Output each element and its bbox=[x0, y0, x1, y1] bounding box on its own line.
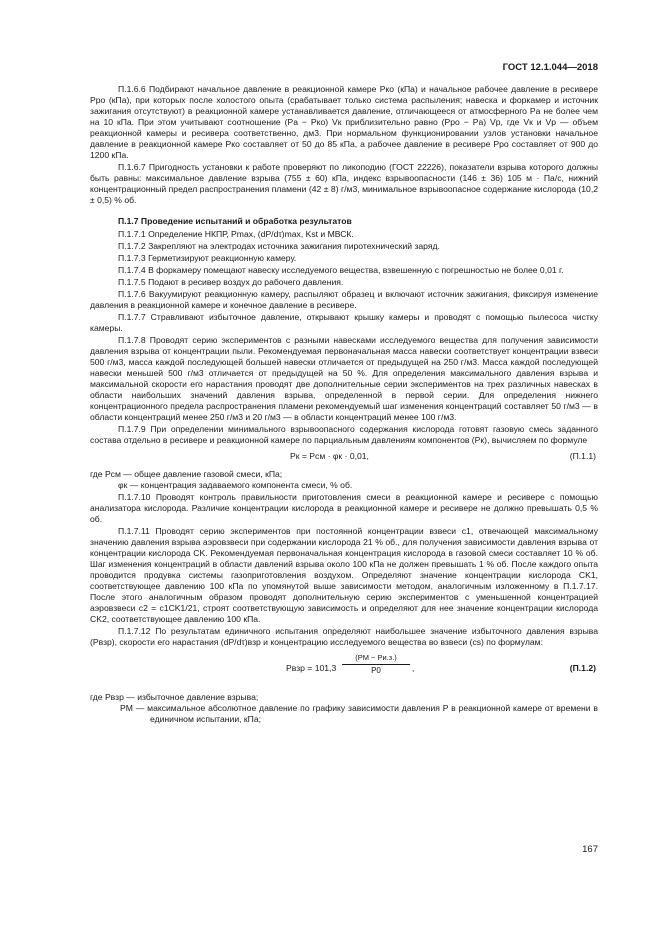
definition-row bbox=[90, 469, 598, 480]
formula-comma: , bbox=[412, 663, 415, 673]
definition-pcm: Pсм — общее давление газовой смеси, кПа; bbox=[104, 469, 283, 479]
where-label: где bbox=[90, 469, 103, 479]
paragraph-1-6-6: П.1.6.6 Подбирают начальное давление в реакционной камере Pко (кПа) и начальное рабочее давление в ресивере Pро (кПа), при которых после холостого опыта (срабатывает только система распыления; навеска и форкамер и источник зажигания отсутствуют) в реакционной камере устанавливается давление, отличающееся от атмосферного Pа не более чем на 10 кПа. При этом учитывают соотношение (Pа − Pко) Vк приблизительно равно (Pро − Pа) Vр, где Vк и Vр — объем реакционной камеры и ресивера соответственно, дм3. При нормальном функционировании узлов установки начальное давление в реакционной камере Pко составляет от 50 до 85 кПа, а рабочее давление в ресивере Pро составляет от 900 до 1200 кПа. bbox=[90, 84, 598, 160]
paragraph-1-7-10: П.1.7.10 Проводят контроль правильности приготовления смеси в реакционной камере и ресивере с помощью анализатора кислорода. Различие концентрации кислорода в реакционной камере и ресивере не должно превышать 0,5 % об. bbox=[90, 492, 598, 524]
definitions-block-2 bbox=[90, 692, 598, 725]
document-header: ГОСТ 12.1.044—2018 bbox=[502, 62, 598, 73]
formula-p-1-2 bbox=[90, 652, 598, 688]
definition-phik: φк — концентрация задаваемого компонента смеси, % об. bbox=[118, 480, 353, 490]
formula-number: (П.1.2) bbox=[569, 663, 596, 673]
formula-number: (П.1.1) bbox=[569, 451, 596, 461]
paragraph-1-7-4: П.1.7.4 В форкамеру помещают навеску исследуемого вещества, взвешенную с погрешностью не более 0,01 г. bbox=[118, 265, 564, 275]
section-heading: П.1.7 Проведение испытаний и обработка результатов bbox=[118, 216, 352, 226]
fraction-numerator: (PM − Pи.з.) bbox=[342, 652, 410, 665]
paragraph-1-7-3: П.1.7.3 Герметизируют реакционную камеру. bbox=[118, 253, 297, 263]
definition-pvzr: Pвзр — избыточное давление взрыва; bbox=[104, 692, 259, 702]
fraction-denominator: P0 bbox=[371, 666, 381, 675]
paragraph-1-7-6: П.1.7.6 Вакуумируют реакционную камеру, распыляют образец и включают источник зажигания, фиксируя изменение давления в реакционной камере и конечное давление в ресивере. bbox=[90, 289, 598, 310]
paragraph-1-7-7: П.1.7.7 Стравливают избыточное давление, открывают крышку камеры и проводят с помощью пылесоса чистку камеры. bbox=[90, 312, 598, 333]
where-label: где bbox=[90, 692, 103, 702]
paragraph-1-7-11: П.1.7.11 Проводят серию экспериментов при постоянной концентрации взвеси c1, отвечающей максимальному значению давления взрыва аэровзвеси при содержании кислорода 21 % об., для получения зависимости давления взрыва от концентрации кислорода CK. Рекомендуемая первоначальная концентрация кислорода в газовой смеси составляет 10 % об. Шаг изменения концентраций в области давлений взрыва около 100 кПа не должен превышать 1 % об. После каждого опыта проводится продувка системы газоприготовления воздухом. Определяют значение концентрации кислорода CK1, соответствующее давлению 100 кПа по упомянутой выше зависимости методом, аналогичным изложенному в П.1.7.17. После этого аналогичным образом проводят дополнительную серию экспериментов с уменьшенной концентрацией аэровзвеси c2 = c1CK1/21, строят соответствующую зависимость и определяют для нее значение концентрации кислорода CK2, соответствующее давлению 100 кПа. bbox=[90, 526, 598, 624]
paragraph-1-7-5: П.1.7.5 Подают в ресивер воздух до рабочего давления. bbox=[118, 277, 344, 287]
paragraph-1-7-12: П.1.7.12 По результатам единичного испытания определяют наибольшее значение избыточного давления взрыва (Pвзр), скорости его нарастания (dP/dτ)взр и концентрацию исследуемого вещества во взвеси (cs) по формулам: bbox=[90, 626, 598, 647]
paragraph-1-7-8: П.1.7.8 Проводят серию экспериментов с разными навесками исследуемого вещества для получения зависимости давления взрыва от концентрации пыли. Рекомендуемая первоначальная масса навески соответствует концентрации взвеси 500 г/м3, масса каждой последующей большей навески отличается от предыдущей на 250 г/м3. Масса каждой последующей навески меньшей 500 г/м3 отличается от предыдущей на 50 %. Для определения максимального давления взрыва и максимальной скорости его нарастания проводят две дополнительные серии экспериментов на трех различных навесках в области наибольших значений давления взрыва, определенной в первой серии. Для определения нижнего концентрационного предела распространения пламени рекомендуемый шаг изменения концентраций составляет 50 г/м3 — в области концентраций менее 250 г/м3 и 20 г/м3 — в области концентраций менее 100 г/м3. bbox=[90, 335, 598, 422]
definition-row bbox=[90, 692, 598, 703]
paragraph-1-7-9: П.1.7.9 При определении минимального взрывоопасного содержания кислорода готовят газовую смесь заданного состава отдельно в ресивере и реакционной камере по парциальным давлениям компонентов (Pк), вычисляем по формуле bbox=[90, 424, 598, 445]
definition-pm: PM — максимальное абсолютное давление по графику зависимости давления P в реакционной камере от времени в единичном испытании, кПа; bbox=[120, 703, 598, 724]
paragraph-1-7-2: П.1.7.2 Закрепляют на электродах источника зажигания пиротехнический заряд. bbox=[118, 241, 440, 251]
paragraph-1-6-7: П.1.6.7 Пригодность установки к работе проверяют по ликоподию (ГОСТ 22226), показатели взрыва которого должны быть равны: максимальное давление взрыва (755 ± 60) кПа, индекс взрывоопасности (146 ± 36) 105 м · Па/с, нижний концентрационный предел распространения пламени (42 ± 8) г/м3, минимальное взрывоопасное содержание кислорода (10,2 ± 0,5) % об. bbox=[90, 162, 598, 205]
document-body bbox=[90, 84, 598, 726]
definitions-block bbox=[90, 469, 598, 491]
formula-fraction bbox=[342, 652, 410, 676]
paragraph-1-7-1: П.1.7.1 Определение НКПР, Pmax, (dP/dτ)max, Kst и МВСК. bbox=[118, 229, 354, 239]
formula-p-1-1 bbox=[90, 449, 598, 465]
formula-expression: Pк = Pсм · φк · 0,01, bbox=[290, 451, 369, 461]
formula-lhs: Pвзр = 101,3 bbox=[286, 663, 337, 673]
page-number: 167 bbox=[582, 844, 598, 855]
